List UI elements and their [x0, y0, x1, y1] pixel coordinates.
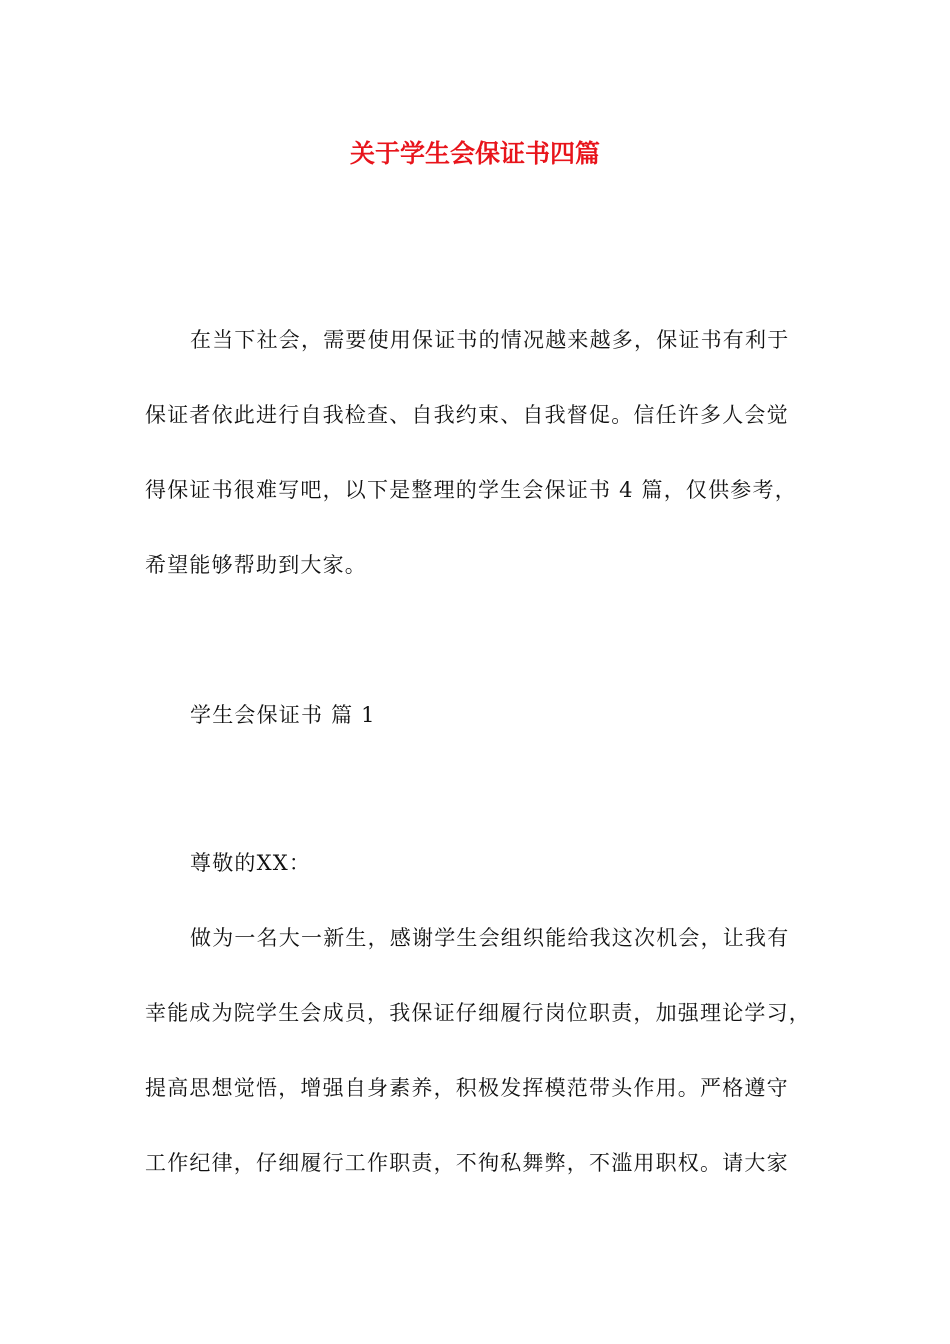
body-line-4: 工作纪律，仔细履行工作职责，不徇私舞弊，不滥用职权。请大家	[145, 1151, 789, 1175]
body-line-3: 提高思想觉悟，增强自身素养，积极发挥模范带头作用。严格遵守	[145, 1076, 789, 1100]
body-line-1: 做为一名大一新生，感谢学生会组织能给我这次机会，让我有	[190, 926, 790, 950]
intro-line-1: 在当下社会，需要使用保证书的情况越来越多，保证书有利于	[190, 328, 790, 352]
intro-line-4: 希望能够帮助到大家。	[145, 553, 367, 577]
intro-line-3: 得保证书很难写吧，以下是整理的学生会保证书 4 篇，仅供参考，	[145, 478, 797, 502]
intro-line-2: 保证者依此进行自我检查、自我约束、自我督促。信任许多人会觉	[145, 403, 789, 427]
body-line-2: 幸能成为院学生会成员，我保证仔细履行岗位职责，加强理论学习，	[145, 1001, 811, 1025]
document-title: 关于学生会保证书四篇	[349, 139, 600, 168]
salutation: 尊敬的XX：	[190, 851, 312, 875]
section-heading: 学生会保证书 篇 1	[190, 703, 376, 727]
